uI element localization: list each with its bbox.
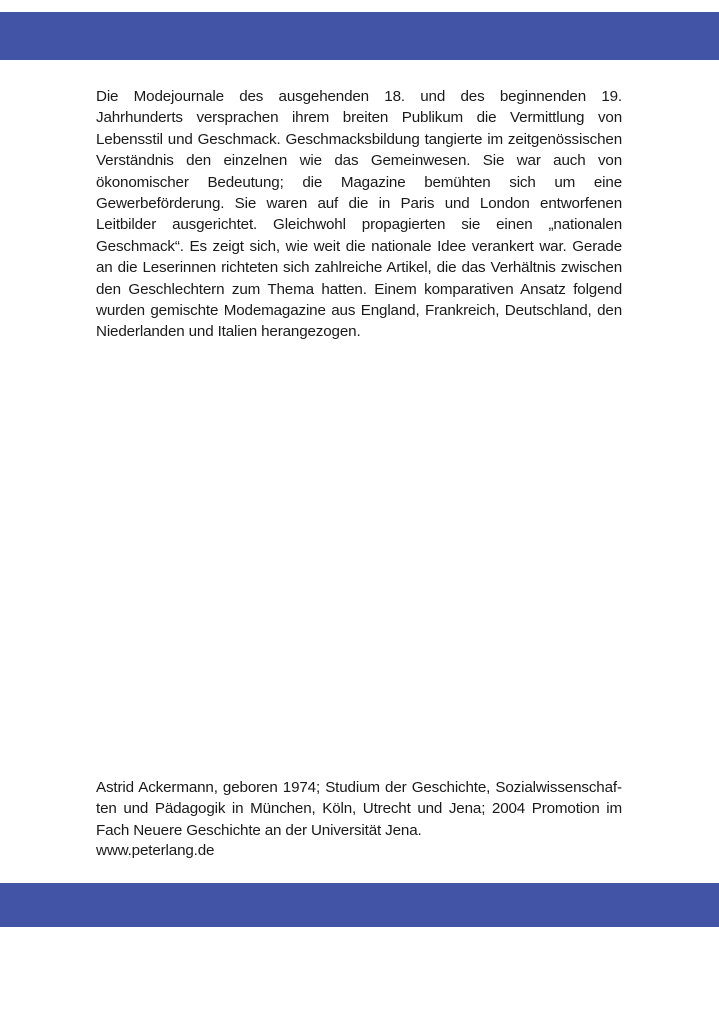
abstract-paragraph: Die Modejournale des ausgehenden 18. und des beginnenden 19. Jahrhunderts versprachen ihrem breiten Publikum die Vermittlung von Lebensstil und Geschmack. Geschmacksbildung tangierte im zeitgenössischen Verständnis den einzelnen wie das Gemeinwesen. Sie war auch von ökonomischer Bedeutung; die Magazine bemühten sich um eine Gewerbeförderung. Sie waren auf die in Paris und London entworfenen Leitbilder ausgerichtet. Gleichwohl propagierten sie einen „nationalen Geschmack“. Es zeigt sich, wie weit die nationale Idee verankert war. Gerade an die Leserinnen richteten sich zahlreiche Artikel, die das Verhältnis zwischen den Geschlechtern zum Thema hatten. Einem komparativen Ansatz folgend wurden gemischte Modemagazine aus England, Frankreich, Deutschland, den Niederlanden und Italien herangezogen. [96, 88, 622, 341]
header-band [0, 12, 719, 60]
footer-band [0, 883, 719, 927]
publisher-website: www.peterlang.de [96, 842, 215, 859]
author-bio: Astrid Ackermann, geboren 1974; Studium der Geschichte, Sozialwissenschaften und Pädagogik in München, Köln, Utrecht und Jena; 2004 Promotion im Fach Neuere Geschichte an der Universität Jena. [96, 779, 622, 839]
